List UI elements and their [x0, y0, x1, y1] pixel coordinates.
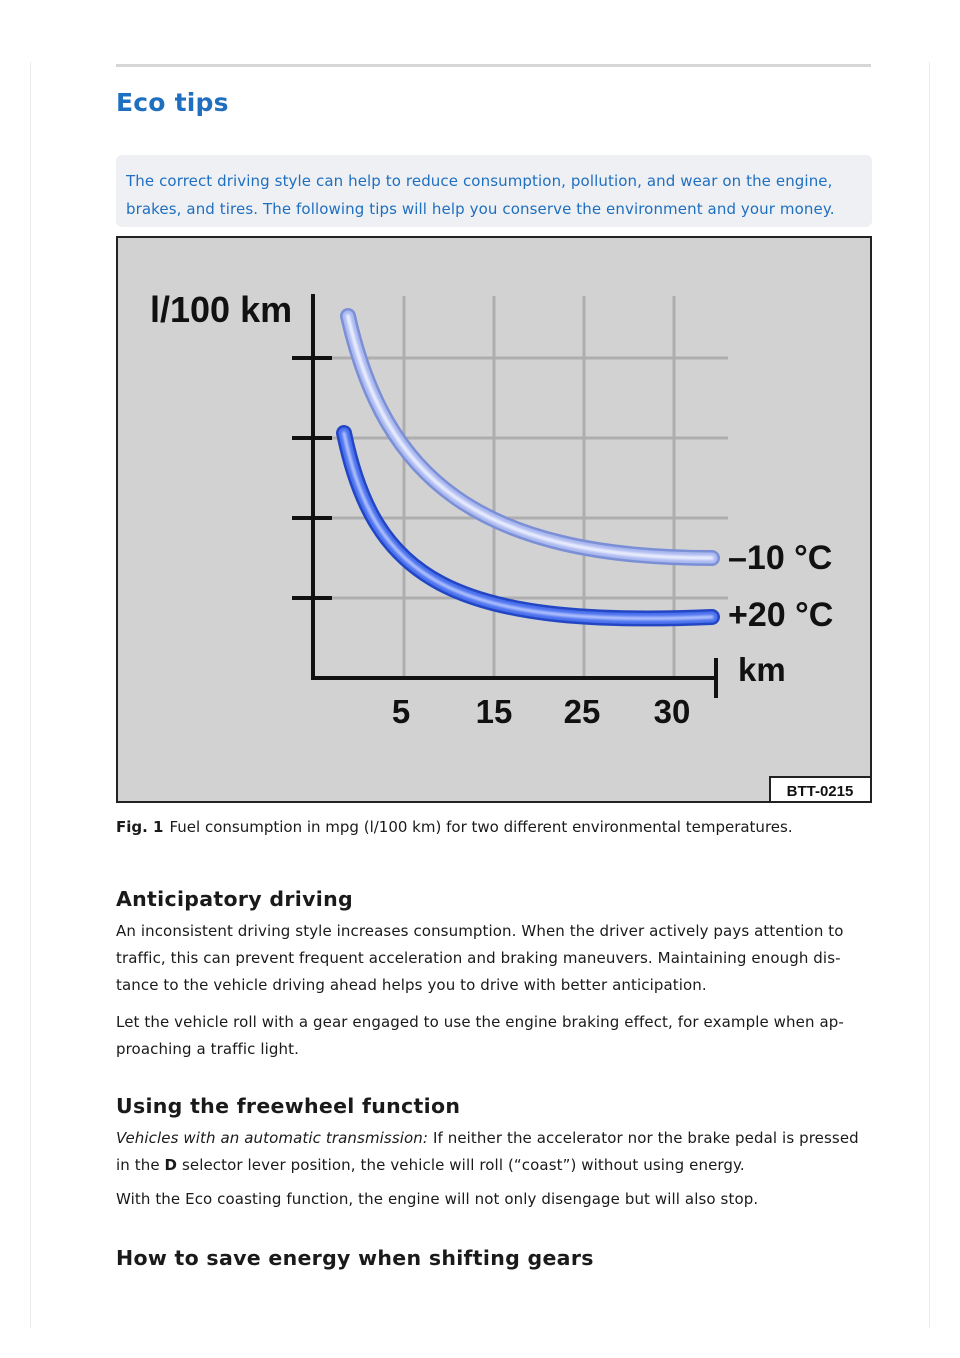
x-tick-label: 5	[391, 693, 411, 730]
page-edge-right	[929, 62, 930, 1328]
figure-caption-text: Fuel consumption in mpg (l/100 km) for two different environmental temperatures.	[169, 818, 793, 836]
page-title: Eco tips	[116, 88, 229, 117]
x-tick-label: 25	[563, 693, 601, 730]
section-heading-shifting: How to save energy when shifting gears	[116, 1246, 594, 1270]
intro-box: The correct driving style can help to reduce consumption, pollution, and wear on the engine, brakes, and tires. The following tips will help you conserve the environment and your money.	[116, 155, 872, 227]
figure-graphic	[116, 236, 872, 803]
page-edge-left	[30, 62, 31, 1328]
paragraph-text: selector lever position, the vehicle will roll (“coast”) without using energy.	[177, 1156, 745, 1174]
top-rule	[116, 64, 871, 67]
paragraph: With the Eco coasting function, the engine will not only disengage but will also stop.	[116, 1190, 759, 1208]
paragraph-italic-lead: Vehicles with an automatic transmission:	[116, 1129, 429, 1147]
paragraph: Let the vehicle roll with a gear engaged to use the engine braking effect, for example when ap-proaching a traffic light.	[116, 1013, 844, 1058]
x-axis-label: km	[738, 651, 786, 688]
figure-caption	[116, 818, 793, 836]
paragraph: An inconsistent driving style increases consumption. When the driver actively pays attention to traffic, this can prevent frequent acceleration and braking maneuvers. Maintaining enough dis-tance to the vehicle driving ahead helps you to drive with better anticipation.	[116, 922, 844, 994]
figure-fuel-consumption	[116, 236, 872, 803]
y-axis-label: l/100 km	[150, 289, 293, 330]
x-tick-label: 15	[475, 693, 513, 730]
figure-code: BTT-0215	[786, 783, 854, 800]
series-label: –10 °C	[728, 539, 833, 577]
paragraph	[116, 1125, 872, 1179]
x-tick-label: 30	[653, 693, 691, 730]
figure-caption-label: Fig. 1	[116, 818, 164, 836]
paragraph-text: If neither the accelerator nor the brake pedal is pressed in the	[116, 1129, 859, 1174]
selector-position-d: D	[164, 1156, 178, 1174]
section-heading-freewheel: Using the freewheel function	[116, 1094, 461, 1118]
series-label: +20 °C	[728, 596, 834, 634]
section-heading-anticipatory: Anticipatory driving	[116, 887, 353, 911]
